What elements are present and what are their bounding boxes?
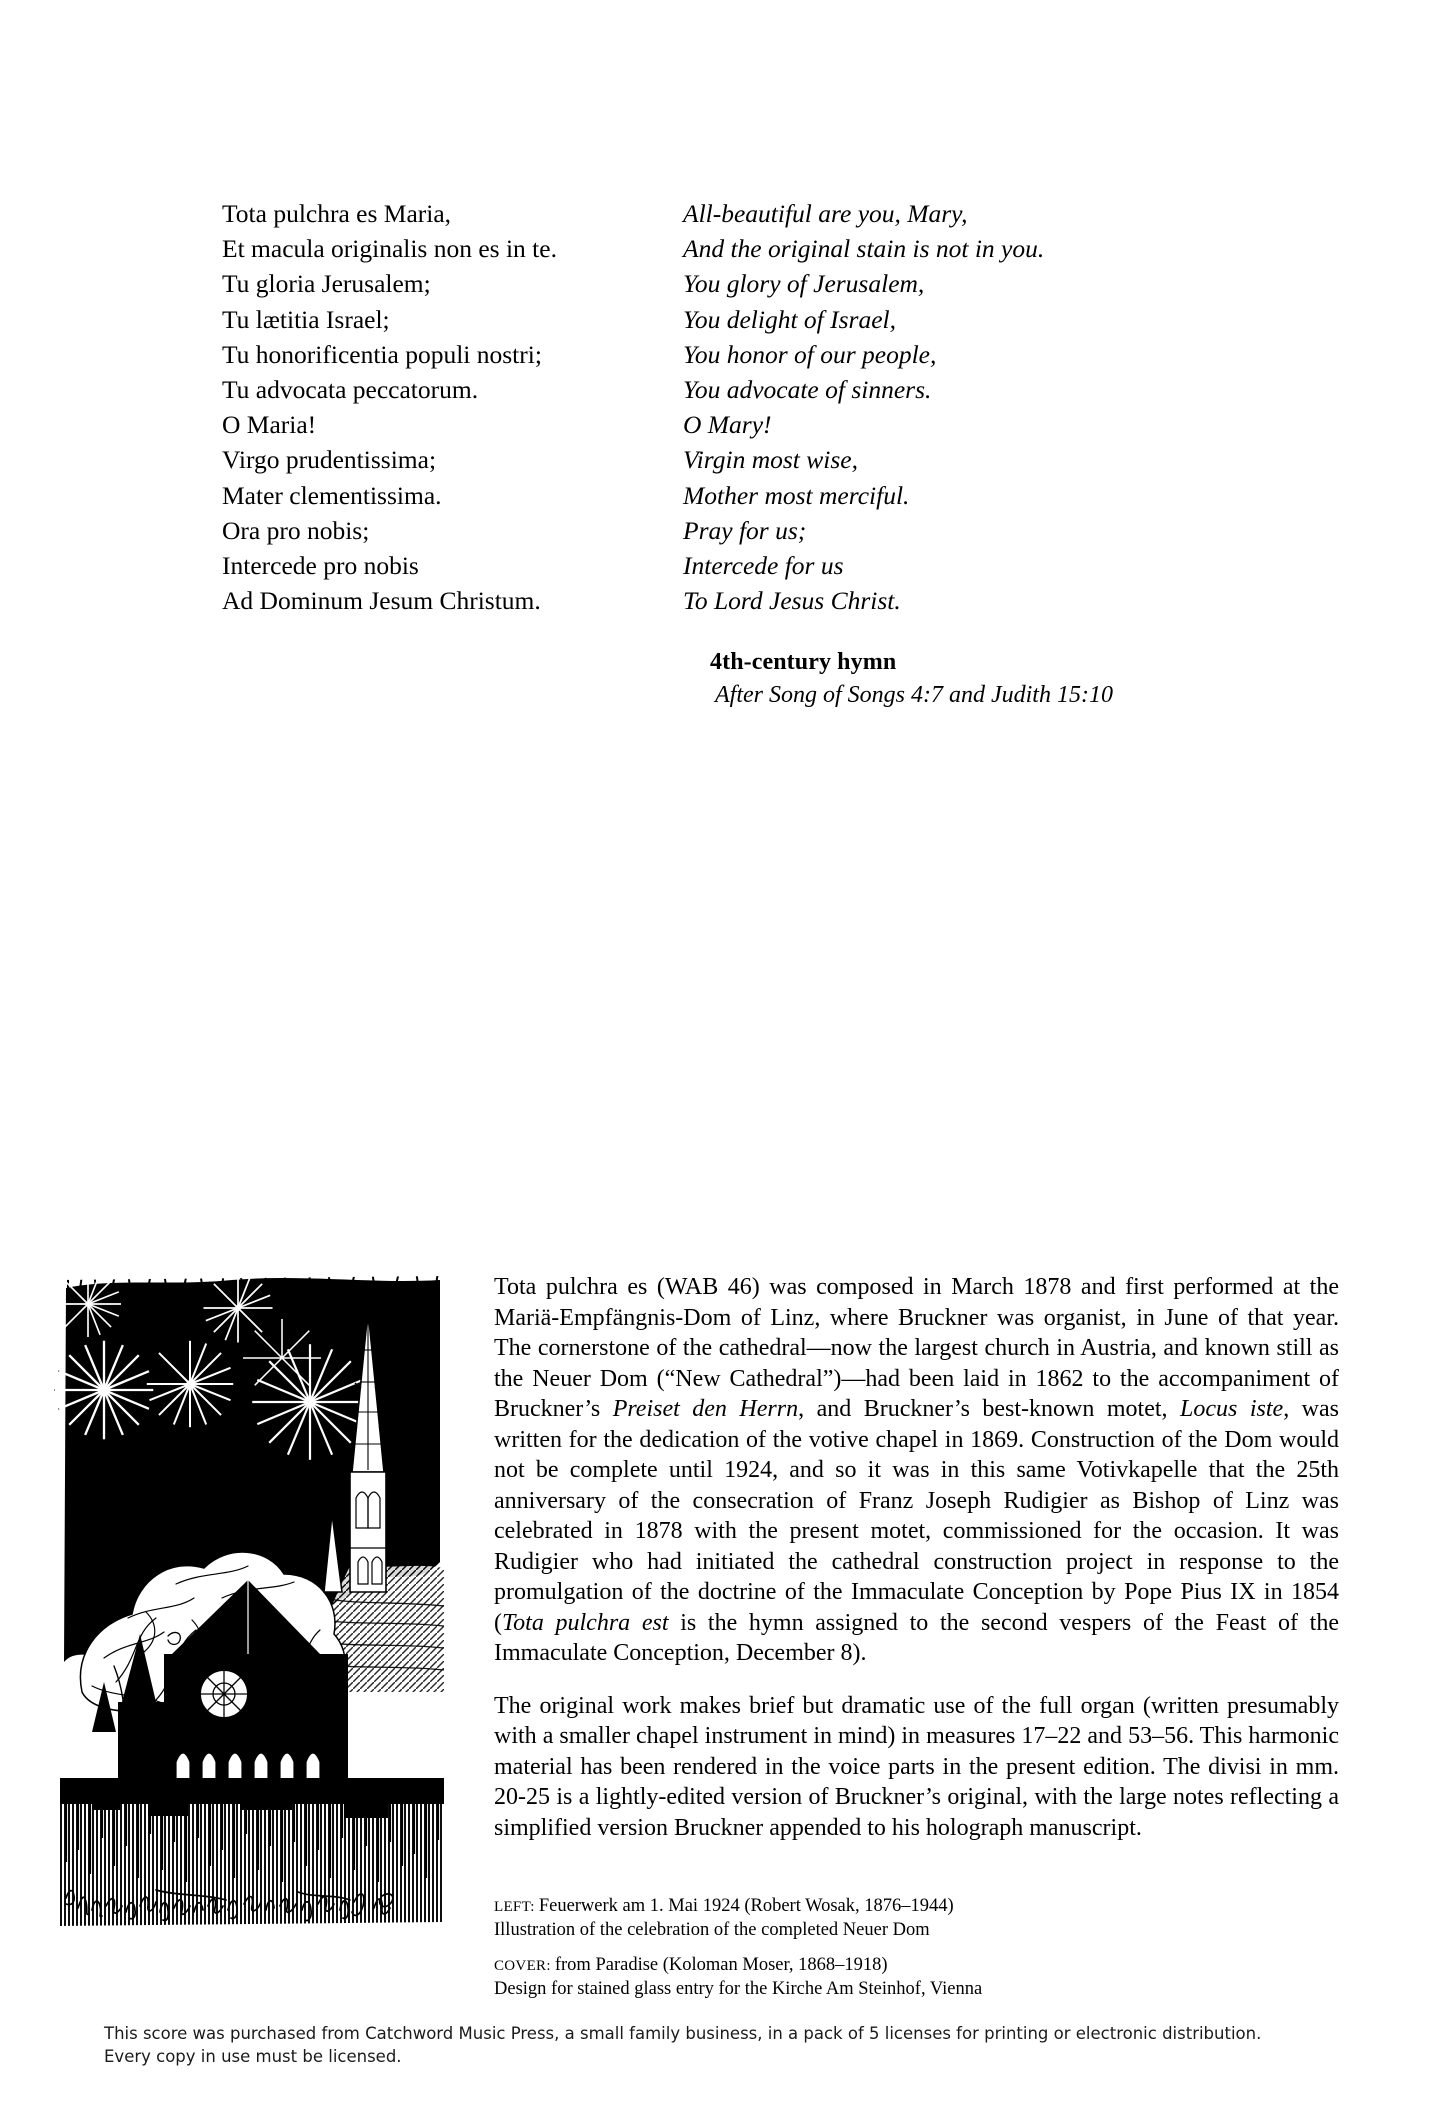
hymn-line-latin: O Maria! (222, 410, 317, 440)
hymn-line-latin: Et macula originalis non es in te. (222, 234, 557, 264)
hymn-text-block (222, 196, 1222, 618)
hymn-line-english: Pray for us; (683, 515, 807, 545)
hymn-line-row (222, 513, 1222, 548)
credit-left (494, 1895, 1114, 1941)
credit-left-description: Illustration of the celebration of the completed Neuer Dom (494, 1919, 930, 1940)
hymn-line-english: You glory of Jerusalem, (683, 269, 925, 299)
hymn-line-latin: Ad Dominum Jesum Christum. (222, 586, 541, 616)
credit-cover-title: from Paradise (Koloman Moser, 1868–1918) (554, 1955, 888, 1975)
hymn-line-latin: Tu advocata peccatorum. (222, 375, 479, 405)
credit-left-tag: LEFT: (494, 1899, 539, 1915)
hymn-line-row (222, 407, 1222, 442)
program-note-paragraph-2: The original work makes brief but dramatic use of the full organ (written presumably with a smaller chapel instrument in mind) in measures 17–22 and 53–56. This harmonic material has been rendered in the voice parts in the present edition. The divisi in mm. 20-25 is a lightly-edited version of Bruckner’s original, with the large notes reflecting a simplified version Bruckner appended to his holograph manuscript. (494, 1692, 1339, 1841)
attribution-note: After Song of Songs 4:7 and Judith 15:10 (715, 682, 1113, 708)
credit-cover (494, 1954, 1114, 2000)
hymn-line-latin: Intercede pro nobis (222, 551, 419, 581)
credit-left-title: Feuerwerk am 1. Mai 1924 (Robert Wosak, 1876–1944) (538, 1896, 954, 1916)
hymn-line-row (222, 266, 1222, 301)
hymn-line-english: Intercede for us (683, 551, 844, 581)
credit-cover-description: Design for stained glass entry for the Kirche Am Steinhof, Vienna (494, 1978, 983, 1999)
hymn-line-latin: Tu honorificentia populi nostri; (222, 339, 542, 369)
hymn-line-english: Virgin most wise, (683, 445, 858, 475)
hymn-line-english: You honor of our people, (683, 339, 937, 369)
hymn-line-english: And the original stain is not in you. (683, 234, 1045, 264)
hymn-line-latin: Mater clementissima. (222, 480, 442, 510)
hymn-line-row (222, 196, 1222, 231)
hymn-line-english: Mother most merciful. (683, 480, 910, 510)
illustration-figure (52, 1262, 452, 1952)
hymn-line-row (222, 548, 1222, 583)
credit-left-title-line (494, 1895, 1114, 1919)
program-notes (494, 1272, 1339, 1843)
hymn-line-english: All-beautiful are you, Mary, (683, 199, 968, 228)
hymn-line-row (222, 302, 1222, 337)
fireworks-over-cathedral-illustration (52, 1262, 452, 1952)
hymn-line-row (222, 442, 1222, 477)
hymn-line-row (222, 231, 1222, 266)
hymn-line-row (222, 372, 1222, 407)
hymn-line-latin: Ora pro nobis; (222, 515, 370, 545)
hymn-line-row (222, 583, 1222, 618)
hymn-line-english: You delight of Israel, (683, 304, 896, 334)
image-credits (494, 1895, 1114, 2000)
attribution-source: 4th-century hymn (710, 649, 897, 675)
hymn-line-latin: Virgo prudentissima; (222, 445, 437, 475)
hymn-attribution (710, 646, 1230, 712)
credit-cover-tag: COVER: (494, 1958, 555, 1974)
program-note-paragraph-1: Tota pulchra es (WAB 46) was composed in March 1878 and first performed at the Mariä-Empfängnis-Dom of Linz, where Bruckner was organist, in June of that year. The cornerstone of the cathedral—now the largest church in Austria, and known still as the Neuer Dom (“New Cathedral”)—had been laid in 1862 to the accompaniment of Bruckner’s Preiset den Herrn, and Bruckner’s best-known motet, Locus iste, was written for the dedication of the votive chapel in 1869. Construction of the Dom would not be complete until 1924, and so it was in this same Votivkapelle that the 25th anniversary of the consecration of Franz Joseph Rudigier as Bishop of Linz was celebrated in 1878 with the present motet, commissioned for the occasion. It was Rudigier who had initiated the cathedral construction project in response to the promulgation of the doctrine of the Immaculate Conception by Pope Pius IX in 1854 (Tota pulchra est is the hymn assigned to the second vespers of the Feast of the Immaculate Conception, December 8). (494, 1274, 1340, 1666)
hymn-line-latin: Tota pulchra es Maria, (222, 199, 452, 228)
licence-line-2: Every copy in use must be licensed. (104, 2047, 402, 2066)
credit-cover-title-line (494, 1954, 1114, 1978)
hymn-line-row (222, 337, 1222, 372)
hymn-line-row (222, 478, 1222, 513)
hymn-line-english: O Mary! (683, 410, 772, 440)
hymn-line-english: You advocate of sinners. (683, 375, 932, 405)
hymn-line-latin: Tu lætitia Israel; (222, 304, 390, 334)
licence-notice (104, 2022, 1344, 2068)
hymn-line-english: To Lord Jesus Christ. (683, 586, 901, 616)
hymn-line-latin: Tu gloria Jerusalem; (222, 269, 431, 299)
licence-line-1: This score was purchased from Catchword Music Press, a small family business, in a pack of 5 licenses for printing or electronic distribution. (104, 2024, 1262, 2043)
